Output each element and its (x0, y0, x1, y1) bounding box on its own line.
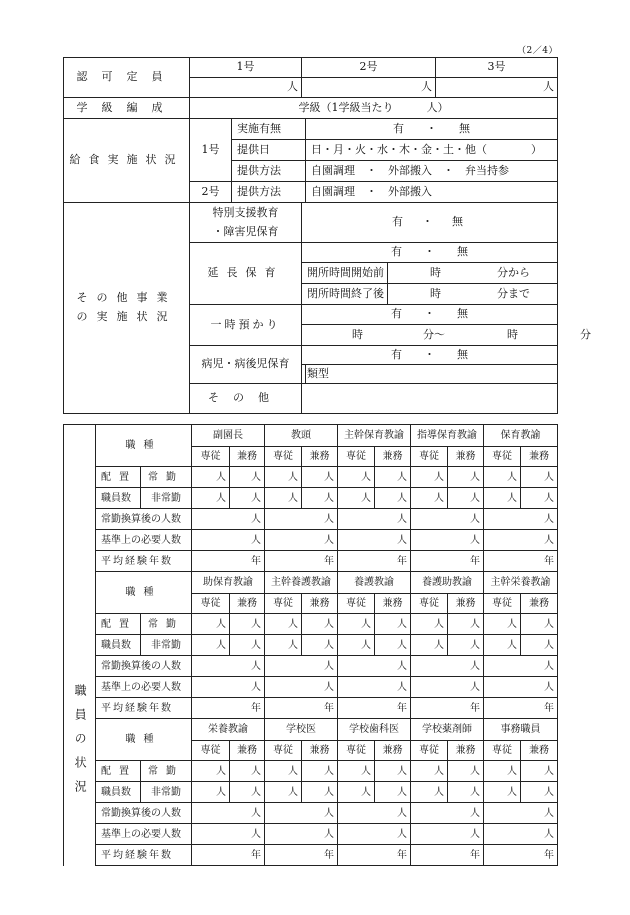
parttime-label: 非常勤 (141, 635, 192, 656)
concurrent-label: 兼務 (448, 447, 484, 467)
person-unit: 人 (265, 614, 302, 635)
full-time-dedicated-label: 専従 (338, 447, 375, 467)
person-unit: 人 (192, 761, 230, 782)
person-unit: 人 (338, 656, 411, 677)
close-after-time: 時 分まで (388, 284, 558, 305)
person-unit: 人 (521, 467, 558, 488)
meal-row-value: 自園調理 ・ 外部搬入 ・ 弁当持参 (306, 161, 558, 182)
summary-row-experience (64, 551, 558, 572)
required-label: 基準上の必要人数 (96, 824, 192, 845)
full-time-dedicated-label: 専従 (484, 594, 521, 614)
role-name: 保育教諭 (484, 425, 558, 447)
required-label: 基準上の必要人数 (96, 530, 192, 551)
person-unit: 人 (230, 635, 265, 656)
staff-role-header-row (64, 572, 558, 594)
person-unit: 人 (411, 761, 448, 782)
summary-row-required (64, 530, 558, 551)
person-unit: 人 (521, 614, 558, 635)
person-unit: 人 (411, 509, 484, 530)
concurrent-label: 兼務 (521, 447, 558, 467)
placement-label: 配置 (96, 614, 141, 635)
person-unit: 人 (230, 488, 265, 509)
required-label: 基準上の必要人数 (96, 677, 192, 698)
role-name: 事務職員 (484, 719, 558, 741)
job-type-label: 職種 (96, 719, 192, 761)
others-value (302, 384, 558, 414)
full-time-dedicated-label: 専従 (265, 741, 302, 761)
open-before-time: 時 分から (388, 263, 558, 284)
concurrent-label: 兼務 (448, 594, 484, 614)
full-time-dedicated-label: 専従 (411, 741, 448, 761)
person-unit: 人 (265, 761, 302, 782)
person-unit: 人 (192, 656, 265, 677)
person-unit: 人 (448, 488, 484, 509)
person-unit: 人 (484, 656, 558, 677)
upper-table (63, 57, 591, 414)
full-time-dedicated-label: 専従 (265, 594, 302, 614)
concurrent-label: 兼務 (448, 741, 484, 761)
capacity-col-1: 1号 (190, 58, 302, 78)
person-unit: 人 (484, 824, 558, 845)
concurrent-label: 兼務 (302, 741, 338, 761)
person-unit: 人 (192, 803, 265, 824)
person-unit: 人 (448, 614, 484, 635)
classes-value: 学級（1学級当たり 人） (190, 98, 558, 119)
extended-care-label: 延長保育 (190, 243, 302, 305)
person-unit: 人 (411, 488, 448, 509)
experience-label: 平均経験年数 (96, 845, 192, 866)
parttime-row (64, 488, 558, 509)
person-unit: 人 (484, 761, 521, 782)
person-unit: 人 (484, 782, 521, 803)
person-unit: 人 (302, 614, 338, 635)
person-unit: 人 (448, 782, 484, 803)
staff-status-label (64, 425, 96, 866)
year-unit: 年 (192, 845, 265, 866)
capacity-unit-1: 人 (190, 78, 302, 98)
person-unit: 人 (302, 782, 338, 803)
year-unit: 年 (411, 698, 484, 719)
experience-label: 平均経験年数 (96, 551, 192, 572)
person-unit: 人 (484, 635, 521, 656)
role-name: 指導保育教諭 (411, 425, 484, 447)
role-name: 教頭 (265, 425, 338, 447)
year-unit: 年 (338, 845, 411, 866)
person-unit: 人 (484, 530, 558, 551)
person-unit: 人 (192, 782, 230, 803)
concurrent-label: 兼務 (521, 741, 558, 761)
person-unit: 人 (375, 782, 411, 803)
person-unit: 人 (265, 782, 302, 803)
person-unit: 人 (375, 761, 411, 782)
person-unit: 人 (411, 677, 484, 698)
person-unit: 人 (338, 509, 411, 530)
person-unit: 人 (411, 635, 448, 656)
others-label: その他 (190, 384, 302, 414)
person-unit: 人 (302, 635, 338, 656)
person-unit: 人 (230, 782, 265, 803)
person-unit: 人 (521, 488, 558, 509)
role-name: 養護助教諭 (411, 572, 484, 594)
fulltime-label: 常勤 (141, 761, 192, 782)
summary-row-converted (64, 509, 558, 530)
role-name: 主幹養護教諭 (265, 572, 338, 594)
meal-row-label: 実施有無 (232, 119, 306, 140)
full-time-dedicated-label: 専従 (338, 741, 375, 761)
summary-row-required (64, 824, 558, 845)
person-unit: 人 (230, 761, 265, 782)
person-unit: 人 (411, 467, 448, 488)
person-unit: 人 (265, 530, 338, 551)
capacity-col-3: 3号 (436, 58, 558, 78)
full-time-dedicated-label: 専従 (484, 741, 521, 761)
person-unit: 人 (265, 509, 338, 530)
role-name: 学校歯科医 (338, 719, 411, 741)
meal-label: 給食実施状況 (64, 119, 190, 203)
person-unit: 人 (448, 761, 484, 782)
fulltime-row (64, 761, 558, 782)
staff-count-label: 職員数 (96, 635, 141, 656)
year-unit: 年 (411, 845, 484, 866)
person-unit: 人 (192, 488, 230, 509)
sick-child-care-label: 病児・病後児保育 (190, 346, 302, 384)
meal-row-label: 提供日 (232, 140, 306, 161)
capacity-col-2: 2号 (302, 58, 436, 78)
meal-row-value: 有 ・ 無 (306, 119, 558, 140)
person-unit: 人 (302, 488, 338, 509)
person-unit: 人 (411, 824, 484, 845)
person-unit: 人 (192, 467, 230, 488)
person-unit: 人 (375, 467, 411, 488)
person-unit: 人 (411, 656, 484, 677)
person-unit: 人 (338, 530, 411, 551)
temporary-care-time: 時 分～ 時 分 (302, 325, 558, 346)
job-type-label: 職種 (96, 572, 192, 614)
concurrent-label: 兼務 (230, 741, 265, 761)
other-services-label: その他事業 の実施状況 (64, 203, 190, 414)
summary-row-converted (64, 656, 558, 677)
full-time-dedicated-label: 専従 (192, 741, 230, 761)
meal-row-label: 提供方法 (232, 161, 306, 182)
staff-count-label: 職員数 (96, 782, 141, 803)
meal-row-value: 日・月・火・水・木・金・土・他（ ） (306, 140, 558, 161)
person-unit: 人 (338, 782, 375, 803)
meal-type-2: 2号 (190, 182, 232, 203)
summary-row-experience (64, 845, 558, 866)
person-unit: 人 (265, 677, 338, 698)
person-unit: 人 (484, 614, 521, 635)
person-unit: 人 (375, 614, 411, 635)
job-type-label: 職種 (96, 425, 192, 467)
parttime-label: 非常勤 (141, 782, 192, 803)
person-unit: 人 (265, 803, 338, 824)
summary-row-required (64, 677, 558, 698)
role-name: 主幹栄養教諭 (484, 572, 558, 594)
concurrent-label: 兼務 (375, 741, 411, 761)
person-unit: 人 (484, 509, 558, 530)
person-unit: 人 (411, 614, 448, 635)
parttime-row (64, 782, 558, 803)
staff-table (63, 424, 558, 866)
year-unit: 年 (411, 551, 484, 572)
role-name: 学校薬剤師 (411, 719, 484, 741)
person-unit: 人 (265, 488, 302, 509)
concurrent-label: 兼務 (230, 594, 265, 614)
person-unit: 人 (411, 782, 448, 803)
capacity-unit-3: 人 (436, 78, 558, 98)
role-name: 栄養教諭 (192, 719, 265, 741)
sick-child-type-value (306, 365, 558, 384)
open-before-label: 開所時間開始前 (302, 263, 388, 284)
capacity-unit-2: 人 (302, 78, 436, 98)
person-unit: 人 (338, 635, 375, 656)
person-unit: 人 (230, 614, 265, 635)
staff-status-text: 職員の状況 (73, 683, 88, 804)
person-unit: 人 (521, 761, 558, 782)
full-time-dedicated-label: 専従 (484, 447, 521, 467)
person-unit: 人 (521, 782, 558, 803)
person-unit: 人 (192, 530, 265, 551)
parttime-label: 非常勤 (141, 488, 192, 509)
concurrent-label: 兼務 (230, 447, 265, 467)
special-support-label: 特別支援教育 ・障害児保育 (190, 203, 302, 243)
full-time-dedicated-label: 専従 (411, 447, 448, 467)
person-unit: 人 (265, 656, 338, 677)
staff-count-label: 職員数 (96, 488, 141, 509)
person-unit: 人 (484, 803, 558, 824)
concurrent-label: 兼務 (302, 594, 338, 614)
role-name: 副園長 (192, 425, 265, 447)
close-after-label: 閉所時間終了後 (302, 284, 388, 305)
staff-role-header-row (64, 719, 558, 741)
extended-care-yes-no: 有 ・ 無 (302, 243, 558, 263)
special-support-value: 有 ・ 無 (302, 203, 558, 243)
year-unit: 年 (192, 551, 265, 572)
fulltime-label: 常勤 (141, 614, 192, 635)
summary-row-converted (64, 803, 558, 824)
summary-row-experience (64, 698, 558, 719)
full-time-dedicated-label: 専従 (265, 447, 302, 467)
role-name: 助保育教諭 (192, 572, 265, 594)
person-unit: 人 (192, 635, 230, 656)
classes-label: 学級編成 (64, 98, 190, 119)
person-unit: 人 (338, 488, 375, 509)
person-unit: 人 (484, 467, 521, 488)
person-unit: 人 (338, 614, 375, 635)
staff-role-header-row (64, 425, 558, 447)
person-unit: 人 (338, 803, 411, 824)
year-unit: 年 (484, 845, 558, 866)
person-unit: 人 (302, 467, 338, 488)
meal-row-label: 提供方法 (232, 182, 306, 203)
person-unit: 人 (484, 488, 521, 509)
full-time-dedicated-label: 専従 (338, 594, 375, 614)
year-unit: 年 (484, 551, 558, 572)
role-name: 主幹保育教諭 (338, 425, 411, 447)
meal-row-value: 自園調理 ・ 外部搬入 (306, 182, 558, 203)
concurrent-label: 兼務 (521, 594, 558, 614)
temporary-care-label: 一時預かり (190, 305, 302, 346)
year-unit: 年 (192, 698, 265, 719)
person-unit: 人 (192, 509, 265, 530)
meal-type-1: 1号 (190, 119, 232, 182)
person-unit: 人 (338, 467, 375, 488)
concurrent-label: 兼務 (375, 447, 411, 467)
fulltime-label: 常勤 (141, 467, 192, 488)
person-unit: 人 (192, 614, 230, 635)
role-name: 学校医 (265, 719, 338, 741)
placement-label: 配置 (96, 761, 141, 782)
person-unit: 人 (192, 677, 265, 698)
fulltime-row (64, 467, 558, 488)
person-unit: 人 (521, 635, 558, 656)
person-unit: 人 (265, 635, 302, 656)
person-unit: 人 (338, 761, 375, 782)
person-unit: 人 (375, 488, 411, 509)
person-unit: 人 (230, 467, 265, 488)
year-unit: 年 (265, 551, 338, 572)
person-unit: 人 (265, 467, 302, 488)
converted-label: 常勤換算後の人数 (96, 803, 192, 824)
converted-label: 常勤換算後の人数 (96, 656, 192, 677)
person-unit: 人 (338, 677, 411, 698)
page-number: （2／4） (517, 46, 558, 56)
concurrent-label: 兼務 (375, 594, 411, 614)
year-unit: 年 (338, 698, 411, 719)
sick-child-type-label: 類型 (302, 365, 306, 384)
sick-child-care-yes-no: 有 ・ 無 (302, 346, 558, 365)
concurrent-label: 兼務 (302, 447, 338, 467)
year-unit: 年 (484, 698, 558, 719)
person-unit: 人 (375, 635, 411, 656)
full-time-dedicated-label: 専従 (411, 594, 448, 614)
temporary-care-yes-no: 有 ・ 無 (302, 305, 558, 325)
person-unit: 人 (265, 824, 338, 845)
fulltime-row (64, 614, 558, 635)
full-time-dedicated-label: 専従 (192, 447, 230, 467)
person-unit: 人 (338, 824, 411, 845)
experience-label: 平均経験年数 (96, 698, 192, 719)
person-unit: 人 (448, 467, 484, 488)
person-unit: 人 (302, 761, 338, 782)
person-unit: 人 (484, 677, 558, 698)
year-unit: 年 (265, 845, 338, 866)
year-unit: 年 (265, 698, 338, 719)
full-time-dedicated-label: 専従 (192, 594, 230, 614)
person-unit: 人 (411, 803, 484, 824)
year-unit: 年 (338, 551, 411, 572)
parttime-row (64, 635, 558, 656)
role-name: 養護教諭 (338, 572, 411, 594)
placement-label: 配置 (96, 467, 141, 488)
person-unit: 人 (192, 824, 265, 845)
person-unit: 人 (411, 530, 484, 551)
capacity-label: 認可定員 (64, 58, 190, 98)
person-unit: 人 (448, 635, 484, 656)
converted-label: 常勤換算後の人数 (96, 509, 192, 530)
